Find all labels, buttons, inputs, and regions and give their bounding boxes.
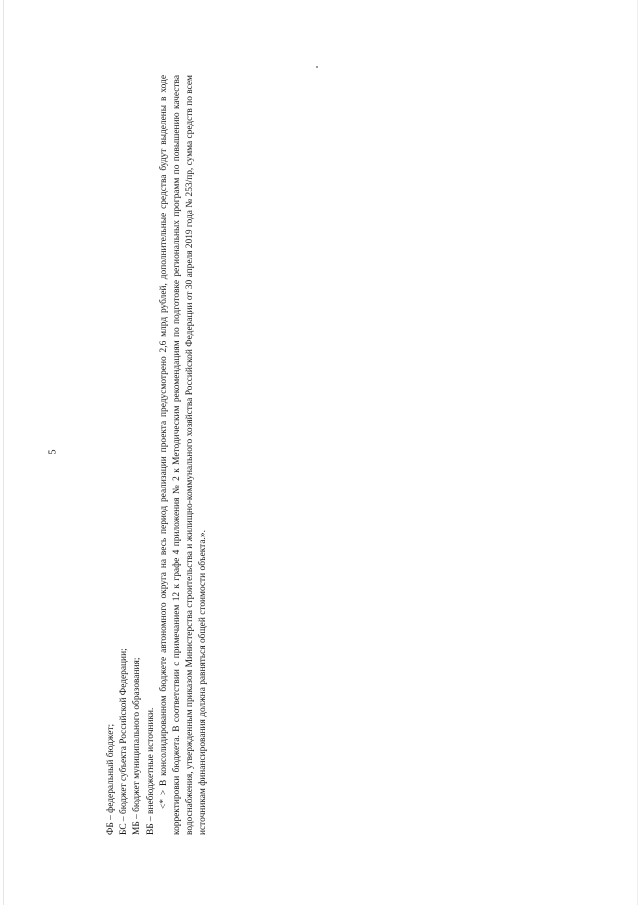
scan-speck <box>316 66 318 68</box>
legend-line-fb: ФБ – федеральный бюджет; <box>106 723 116 835</box>
page-number: 5 <box>47 449 59 455</box>
legend-line-mb: МБ – бюджет муниципального образования; <box>132 657 143 835</box>
scan-edge-right <box>637 0 638 905</box>
footnote-paragraph: <* > В консолидированном бюджете автономного округа на весь период реализации проекта предусмотрено 2,6 млрд рублей, дополнительные средства будут выделены в ходе корректировки бюджета. В соответствии с примечанием 12 к графе 4 приложения № 2 к Методическим рекомендациям по подготовке региональных программ по повышению качества водоснабжения, утвержденным приказом Министерства строительства и жилищно-коммунального хозяйства Российской Федерации от 30 апреля 2019 года № 253/пр, сумма средств по всем источникам финансирования должна равняться общей стоимости объекта.». <box>158 75 209 835</box>
rotated-text-block <box>105 75 211 835</box>
scan-edge-left <box>3 0 4 905</box>
legend-line-vb: ВБ – внебюджетные источники. <box>145 707 156 835</box>
legend-line-bs: БС – бюджет субъекта Российской Федерации; <box>119 648 130 835</box>
